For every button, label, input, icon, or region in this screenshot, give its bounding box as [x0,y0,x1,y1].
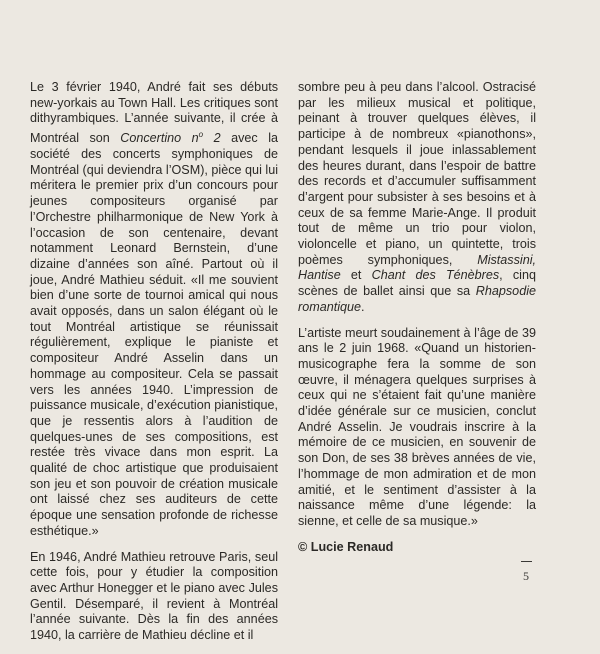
author-credit: © Lucie Renaud [298,539,394,554]
work-title-concertino: Concertino $n^o$ 2 [120,130,221,146]
right-column [298,80,536,565]
work-title-chant-des-tenebres: Chant des Ténèbres [371,268,500,283]
page-number: 5 [523,569,529,583]
page-number-rule [521,561,532,562]
text-run: avec la société des concerts symphoniques de Montréal (qui deviendra l’OSM), pièce qui lui méritera le premier prix d’un concours pour jeunes compositeurs organisé par l’Orchestre philharmonique de New York à l’occasion de son centenaire, devant notamment Leonard Bernstein, d’une dizaine d’années son aîné. Partout où il joue, André Mathieu séduit. «Il me souvient bien d’une sorte de tournoi amical qui nous avait opposés, dans un salon élégant où le tout Montréal artistique se réunissait régulièrement, explique le pianiste et compositeur André Asselin dans un hommage au compositeur. Cela se passait vers les années 1940. L’impression de puissance musicale, d’exécution pianistique, que je ressentis alors à l’audition de quelques-unes de ses compositions, est restée très vivace dans mon esprit. La qualité de choc artistique que produisaient son jeu et son pouvoir de création musicale ont laissé chez ses auditeurs de cette époque une sensation profonde de richesse esthétique.» [30,131,278,538]
work-title-mistassini-hantise: Mistassini, Hantise [298,252,536,283]
work-title-rhapsodie: Rhapsodie romantique [298,284,536,314]
text-run: Le 3 février 1940, André fait ses débuts new-yorkais au Town Hall. Les critiques sont dithyrambiques. L’année suivante, il crée à Montréal son [30,80,278,146]
paragraph-death: L’artiste meurt soudainement à l’âge de 39 ans le 2 juin 1968. «Quand un historien-musicographe fera la somme de son œuvre, il ménagera quelques surprises à ceux qui ne s’étaient fait qu’une manière d’idée générale sur ce musicien, conclut André Asselin. Je voudrais inscrire à la mémoire de ce musicien, en souvenir de son Don, de ses 38 brèves années de vie, l’hommage de mon admiration et de mon amitié, et le sentiment d’assister à la naissance même d’une légende: la sienne, et celle de sa musique.» [298,325,536,528]
left-column [30,80,278,654]
paragraph-paris: En 1946, André Mathieu retrouve Paris, seul cette fois, pour y étudier la composition avec Arthur Honegger et le piano avec Jules Gentil. Désemparé, il revient à Montréal l’année suivante. Dès la fin des années 1940, la carrière de Mathieu décline et il [30,549,278,643]
text-run: sombre peu à peu dans l’alcool. Ostracisé par les milieux musical et politique, peinant à trouver quelques élèves, il participe à de nombreux «pianothons», pendant lesquels il joue inlassablement des heures durant, dans l’espoir de battre des records et d’accumuler suffisamment d’argent pour subsister à ses besoins et à ceux de sa femme Marie-Ange. Il produit tout de même un trio pour violon, violoncelle et piano, un quintette, trois poèmes symphoniques, [298,80,536,267]
paragraph-debut [30,80,278,540]
paragraph-decline: sombre peu à peu dans l’alcool. Ostracisé par les milieux musical et politique, peinant à trouver quelques élèves, il participe à de nombreux «pianothons», pendant lesquels il joue inlassablement des heures durant, dans l’espoir de battre des records et d’accumuler suffisamment d’argent pour subsister à ses besoins et à ceux de sa femme Marie-Ange. Il produit tout de même un trio pour violon, violoncelle et piano, un quintette, trois poèmes symphoniques, Mistassini, Hantise et Chant des Ténèbres, cinq scènes de ballet ainsi que sa Rhapsodie romantique. [298,80,536,314]
